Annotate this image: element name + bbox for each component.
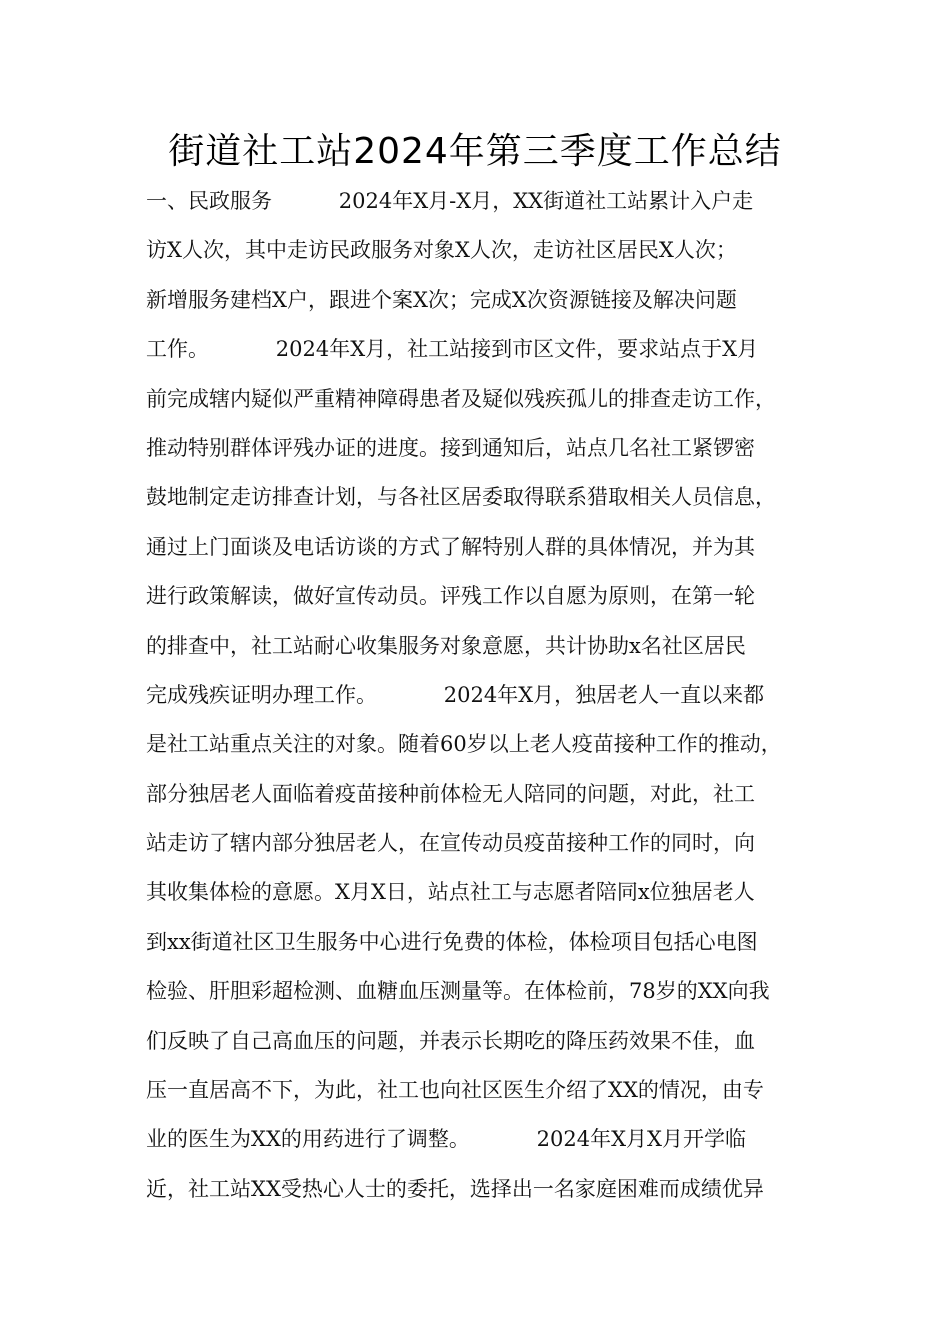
body-line: 检验、肝胆彩超检测、血糖血压测量等。在体检前，78岁的XX向我	[146, 979, 770, 1004]
body-line: 工作。 2024年X月，社工站接到市区文件，要求站点于X月	[146, 337, 759, 362]
body-line: 完成残疾证明办理工作。 2024年X月，独居老人一直以来都	[146, 682, 765, 707]
body-line: 一、民政服务 2024年X月-X月，XX街道社工站累计入户走	[146, 189, 754, 213]
body-line: 前完成辖内疑似严重精神障碍患者及疑似残疾孤儿的排查走访工作，	[146, 386, 776, 411]
body-line: 站走访了辖内部分独居老人，在宣传动员疫苗接种工作的同时，向	[146, 831, 755, 856]
body-line: 压一直居高不下，为此，社工也向社区医生介绍了XX的情况，由专	[146, 1078, 764, 1103]
body-line: 新增服务建档X户，跟进个案X次；完成X次资源链接及解决问题	[146, 287, 737, 312]
body-line: 的排查中，社工站耐心收集服务对象意愿，共计协助x名社区居民	[146, 633, 746, 658]
body-line: 到xx街道社区卫生服务中心进行免费的体检，体检项目包括心电图	[146, 929, 758, 954]
body-line: 们反映了自己高血压的问题，并表示长期吃的降压药效果不佳，血	[146, 1028, 755, 1053]
body-line: 访X人次，其中走访民政服务对象X人次，走访社区居民X人次；	[146, 238, 737, 263]
body-line: 进行政策解读，做好宣传动员。评残工作以自愿为原则，在第一轮	[146, 584, 755, 609]
body-line: 推动特别群体评残办证的进度。接到通知后，站点几名社工紧锣密	[146, 435, 755, 460]
body-line: 其收集体检的意愿。X月X日，站点社工与志愿者陪同x位独居老人	[146, 880, 755, 905]
body-line: 鼓地制定走访排查计划，与各社区居委取得联系猎取相关人员信息，	[146, 485, 776, 510]
body-line: 是社工站重点关注的对象。随着60岁以上老人疫苗接种工作的推动，	[146, 732, 782, 757]
document-title: 街道社工站2024年第三季度工作总结	[168, 131, 782, 172]
body-line: 近，社工站XX受热心人士的委托，选择出一名家庭困难而成绩优异	[146, 1176, 764, 1201]
document-body	[146, 183, 836, 1220]
body-line: 通过上门面谈及电话访谈的方式了解特别人群的具体情况，并为其	[146, 534, 755, 559]
body-line: 业的医生为XX的用药进行了调整。 2024年X月X月开学临	[146, 1127, 746, 1152]
body-line: 部分独居老人面临着疫苗接种前体检无人陪同的问题，对此，社工	[146, 781, 755, 806]
